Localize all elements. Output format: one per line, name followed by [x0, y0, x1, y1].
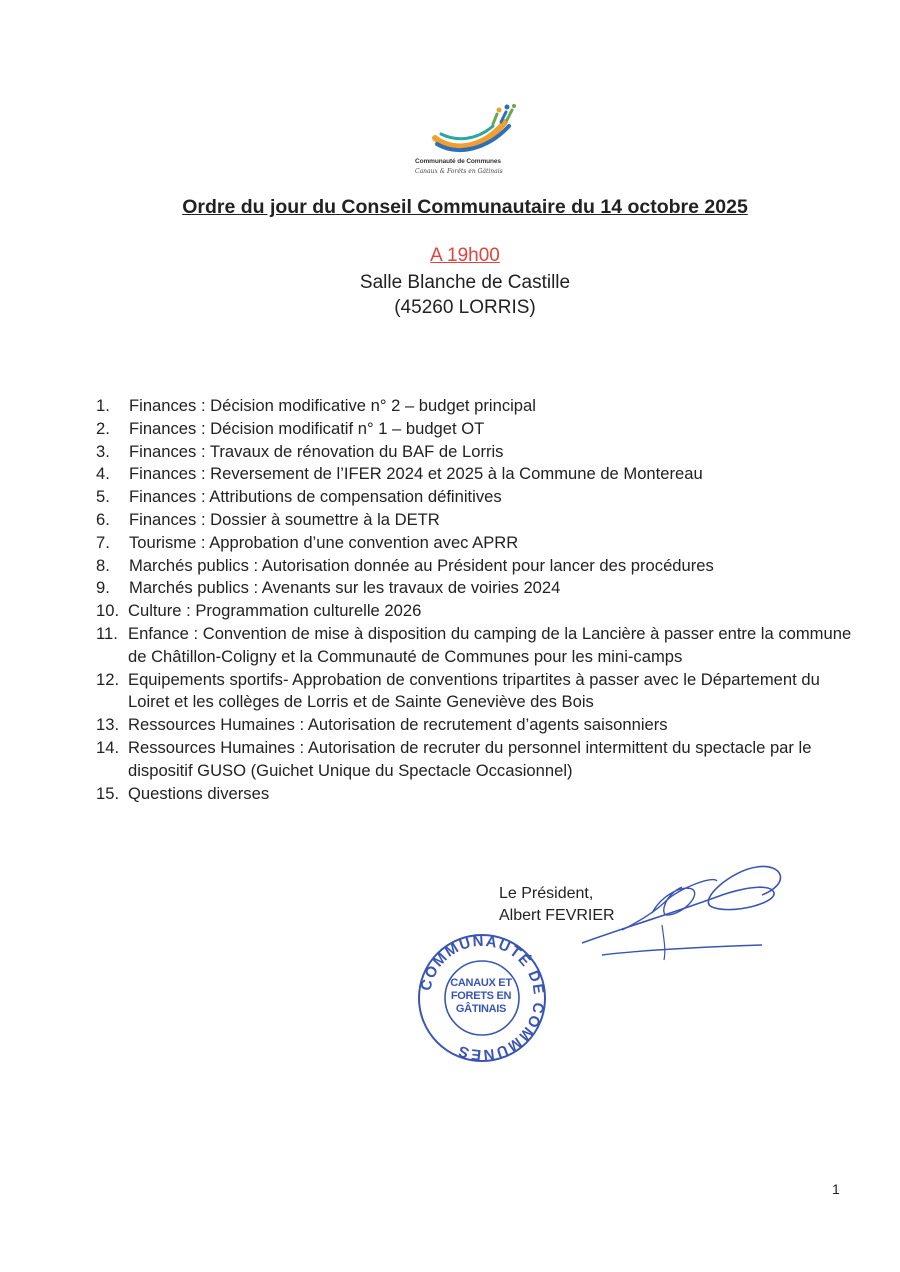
agenda-item-text: Marchés publics : Autorisation donnée au Président pour lancer des procédures — [129, 555, 714, 575]
agenda-item-text: Enfance : Convention de mise à disposition du camping de la Lancière à passer entre la commune de Châtillon-Coligny et la Communauté de Communes pour les mini-camps — [128, 623, 852, 666]
agenda-item-number: 12. — [96, 669, 120, 689]
agenda-item-text: Finances : Dossier à soumettre à la DETR — [129, 509, 440, 529]
page-title: Ordre du jour du Conseil Communautaire du 14 octobre 2025 — [182, 196, 748, 218]
agenda-item-number: 4. — [96, 464, 110, 484]
agenda-item — [96, 577, 856, 600]
agenda-item-text: Marchés publics : Avenants sur les travaux de voiries 2024 — [129, 578, 561, 598]
logo-swoosh-icon — [427, 104, 517, 156]
agenda-item — [96, 441, 856, 464]
meeting-venue — [0, 270, 900, 320]
venue-address: (45260 LORRIS) — [394, 297, 536, 318]
agenda-item-number: 15. — [96, 783, 120, 803]
stamp-line: CANAUX ET — [450, 977, 512, 989]
agenda-item — [96, 714, 856, 737]
official-stamp — [412, 928, 552, 1068]
agenda-item-number: 2. — [96, 418, 110, 438]
stamp-line: GÂTINAIS — [455, 1003, 507, 1015]
signatory-title: Le Président, — [499, 885, 594, 902]
agenda-item-number: 3. — [96, 441, 110, 461]
logo-org-subtitle: Canaux & Forêts en Gâtinais — [415, 168, 503, 175]
agenda-item-number: 8. — [96, 555, 110, 575]
logo-org-name: Communauté de Communes — [415, 158, 501, 165]
agenda-item-text: Questions diverses — [128, 783, 270, 803]
stamp-line: FORETS EN — [450, 990, 512, 1002]
agenda-item — [96, 669, 856, 715]
agenda-item-number: 5. — [96, 487, 110, 507]
agenda-item-number: 1. — [96, 396, 110, 415]
agenda-item-number: 9. — [96, 578, 110, 598]
agenda-item — [96, 623, 856, 669]
agenda-list — [96, 395, 856, 805]
signatory-name: Albert FEVRIER — [499, 907, 615, 924]
agenda-item-number: 13. — [96, 715, 120, 735]
agenda-item — [96, 783, 856, 806]
agenda-item-text: Finances : Décision modificative n° 2 – budget principal — [129, 396, 536, 415]
agenda-item-text: Ressources Humaines : Autorisation de recruter du personnel intermittent du spectacle par le dispositif GUSO (Guichet Unique du Spectacle Occasionnel) — [128, 737, 812, 780]
meeting-time: A 19h00 — [430, 245, 500, 266]
stamp-center-text — [446, 977, 516, 1016]
agenda-item-text: Tourisme : Approbation d’une convention avec APRR — [129, 532, 519, 552]
agenda-item — [96, 532, 856, 555]
agenda-item-number: 11. — [96, 623, 118, 643]
agenda-item-text: Finances : Reversement de l’IFER 2024 et 2025 à la Commune de Montereau — [129, 464, 703, 484]
agenda-item-text: Finances : Décision modificatif n° 1 – budget OT — [129, 418, 485, 438]
agenda-item-text: Finances : Attributions de compensation définitives — [129, 487, 502, 507]
agenda-item-number: 10. — [96, 601, 120, 621]
agenda-item — [96, 418, 856, 441]
agenda-item-number: 14. — [96, 737, 120, 757]
agenda-item-number: 7. — [96, 532, 110, 552]
agenda-item-text: Finances : Travaux de rénovation du BAF de Lorris — [129, 441, 504, 461]
agenda-item — [96, 737, 856, 783]
organization-logo — [415, 104, 525, 182]
page-number: 1 — [832, 1181, 840, 1197]
signature-block — [412, 855, 792, 1070]
agenda-item-text: Ressources Humaines : Autorisation de recrutement d’agents saisonniers — [128, 715, 668, 735]
agenda-item — [96, 463, 856, 486]
agenda-item-text: Equipements sportifs- Approbation de conventions tripartites à passer avec le Département du Loiret et les collèges de Lorris et de Sainte Geneviève des Bois — [128, 669, 820, 712]
agenda-item — [96, 600, 856, 623]
svg-text:COMMUNAUTÉ DE COMMUNES: COMMUNAUTÉ DE COMMUNES — [417, 932, 548, 1064]
venue-name: Salle Blanche de Castille — [359, 272, 571, 293]
agenda-item-text: Culture : Programmation culturelle 2026 — [128, 601, 422, 621]
agenda-item — [96, 395, 856, 418]
agenda-item — [96, 509, 856, 532]
agenda-item — [96, 486, 856, 509]
agenda-item — [96, 555, 856, 578]
agenda-item-number: 6. — [96, 509, 110, 529]
